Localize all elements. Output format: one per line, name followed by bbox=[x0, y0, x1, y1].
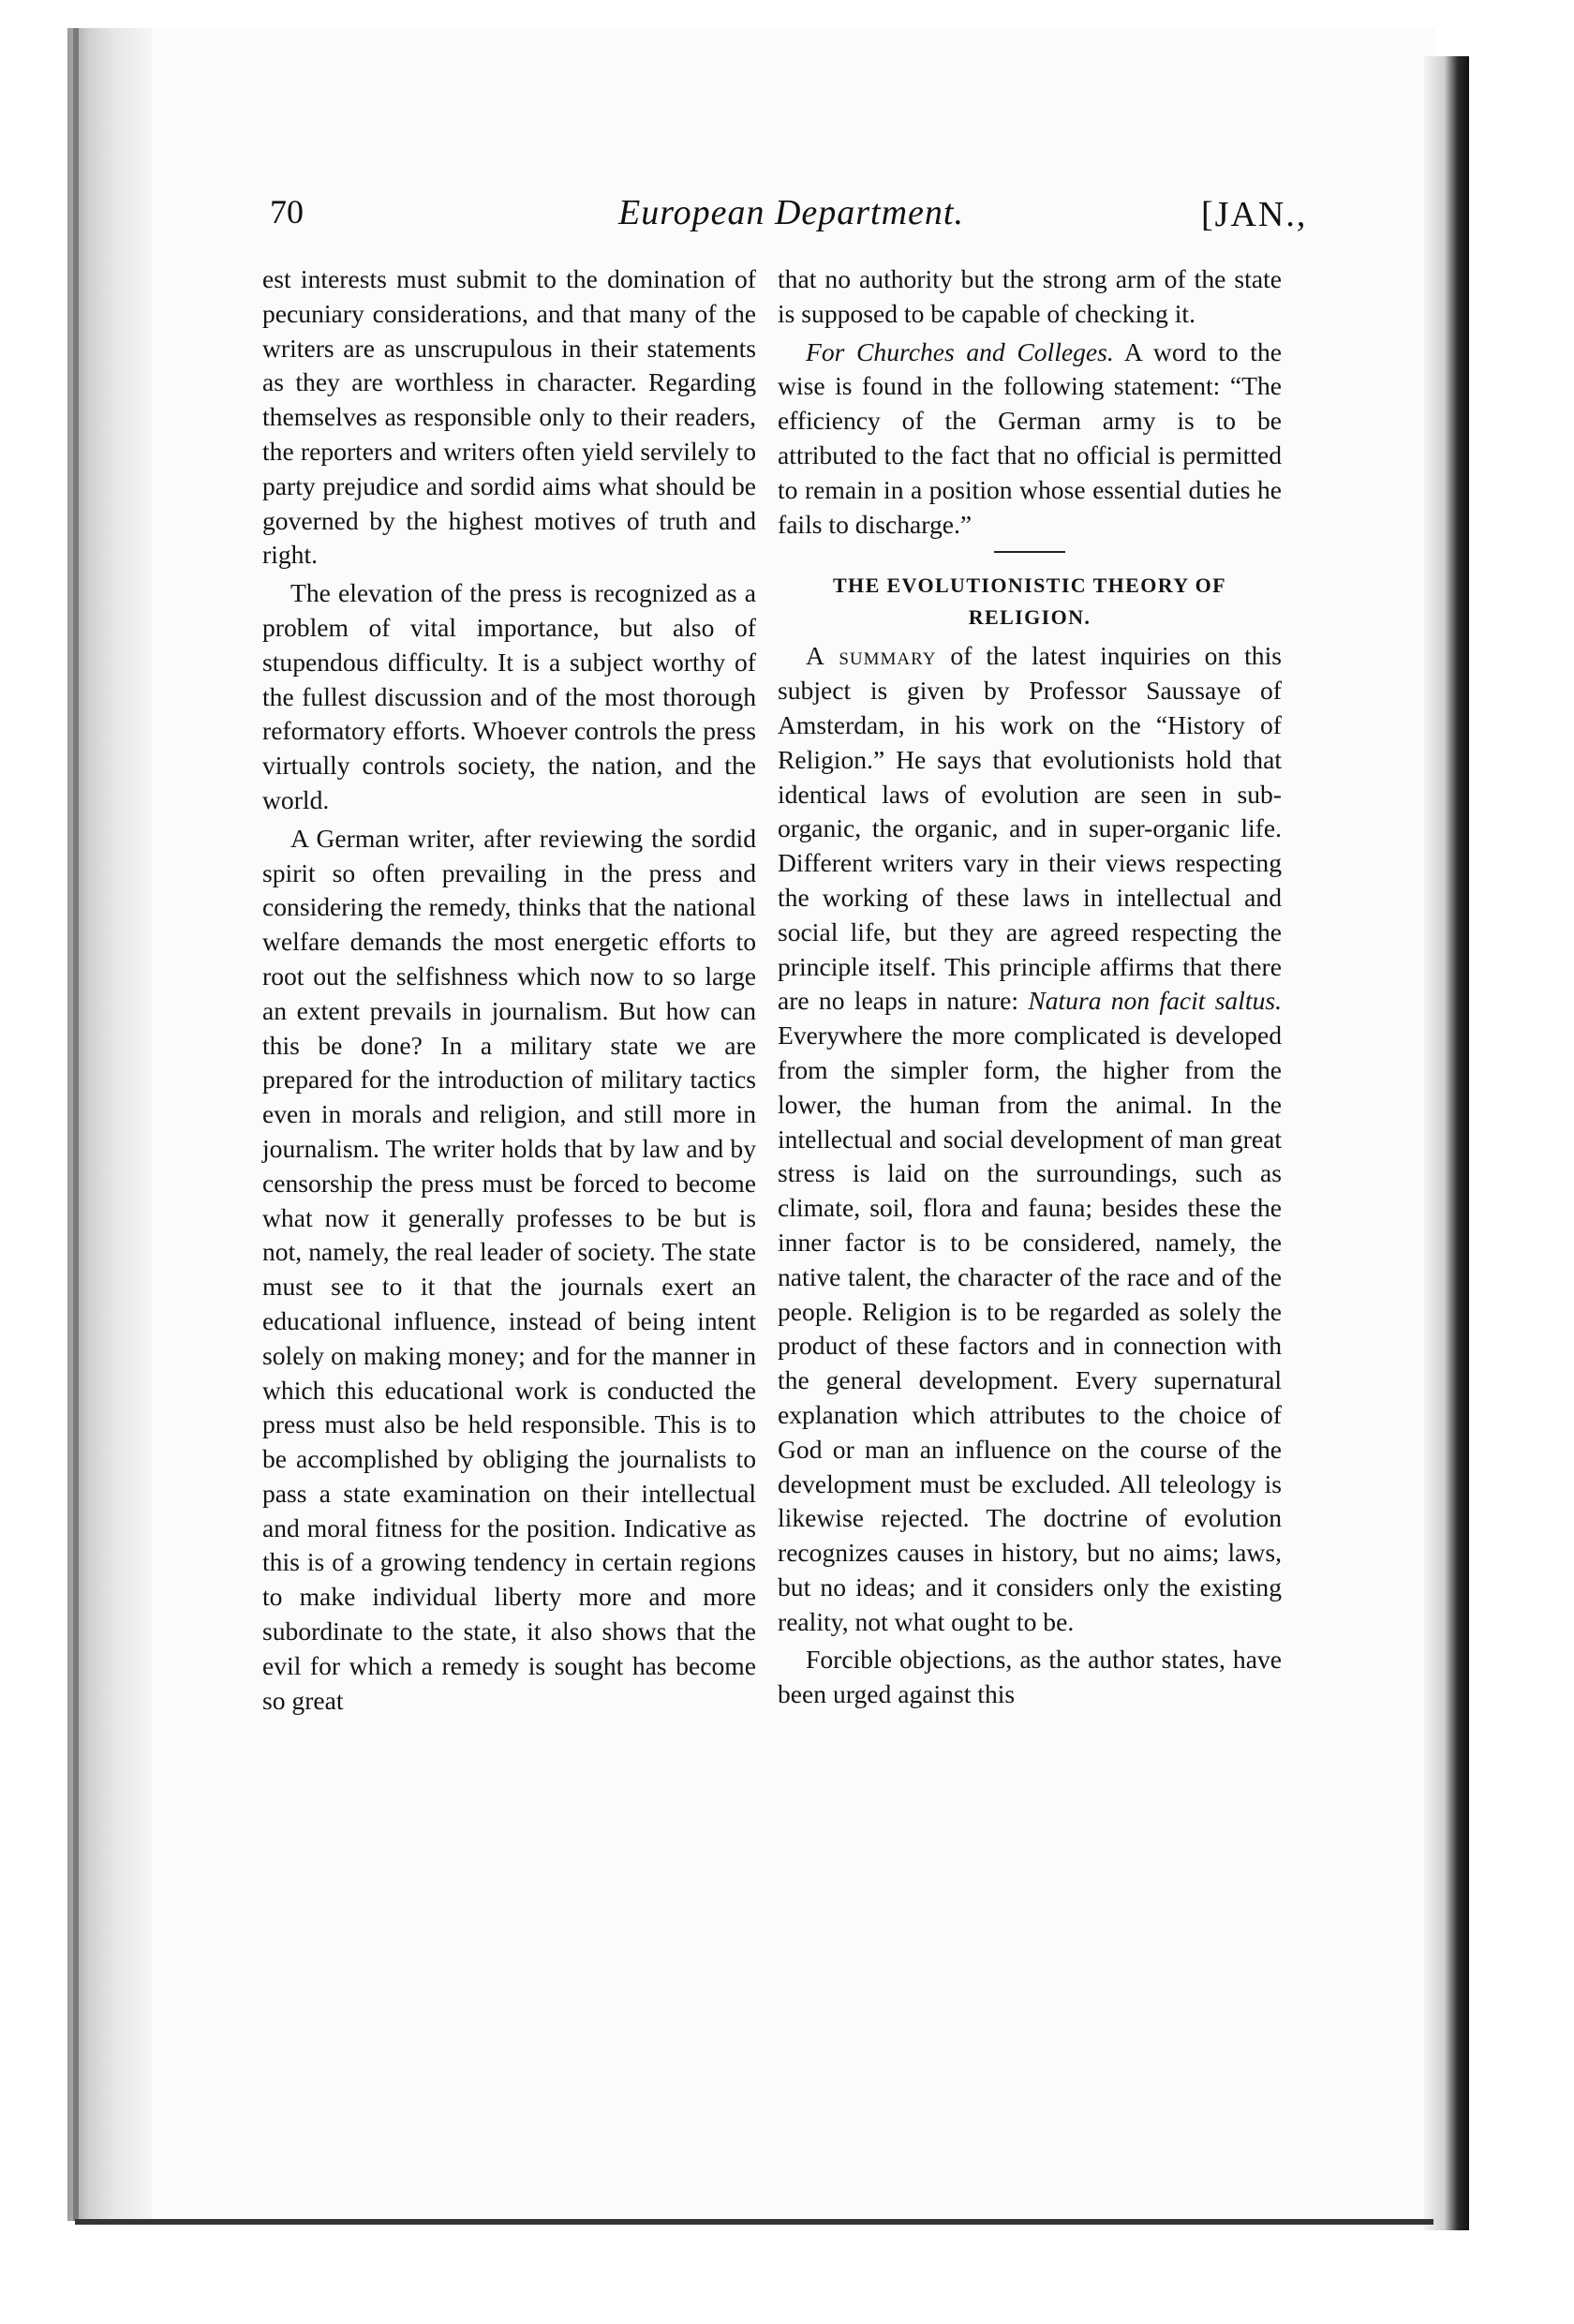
left-column bbox=[262, 262, 756, 1718]
right-paragraph-4: Forcible objections, as the author states, have been urged against this bbox=[778, 1645, 1282, 1709]
right-paragraph-1: that no authority but the strong arm of the state is supposed to be capable of checking it. bbox=[778, 264, 1282, 328]
right-paragraph-2 bbox=[778, 335, 1282, 543]
left-paragraph-3: A German writer, after reviewing the sordid spirit so often prevailing in the press and considering the remedy, thinks that the national welfare demands the most energetic efforts to root out the selfishness which now to so large an extent prevails in journalism. But how can this be done? In a military state we are prepared for the introduction of military tactics even in morals and religion, and still more in journalism. The writer holds that by law and by censorship the press must be forced to become what now it generally professes to be but is not, namely, the real leader of society. The state must see to it that the journals exert an educational influence, instead of being intent solely on making money; and for the manner in which this educational work is conducted the press must also be held responsible. This is to be accomplished by obliging the journalists to pass a state examination on their intellectual and moral fitness for the position. Indicative as this is of a growing tendency in certain regions to make individual liberty more and more subordinate to the state, it also shows that the evil for which a remedy is sought has become so great bbox=[262, 823, 756, 1715]
left-paragraph-1: est interests must submit to the domination of pecuniary considerations, and that many of the writers are as unscrupulous in their statements as they are worthless in character. Regarding themselves as responsible only to their readers, the reporters and writers often yield servilely to party prejudice and sordid aims what should be governed by the highest motives of truth and right. bbox=[262, 264, 756, 570]
right-page-edge bbox=[1424, 56, 1469, 2230]
right-column bbox=[778, 262, 1282, 1712]
left-paragraph-2: The elevation of the press is recognized as a problem of vital importance, but also of stupendous difficulty. It is a subject worthy of the fullest discussion and of the most thorough reformatory efforts. Whoever controls the press virtually controls society, the nation, and the world. bbox=[262, 578, 756, 814]
right-paragraph-3 bbox=[778, 639, 1282, 1639]
running-title: European Department. bbox=[618, 193, 964, 232]
bottom-page-edge bbox=[75, 2219, 1433, 2225]
paragraph-body-continued: Everywhere the more complicated is developed from the simpler form, the higher from the lower, the human from the animal. In the intellectual and social development of man great stress is laid on the surroundings, such as climate, soil, flora and fauna; besides these the inner factor is to be considered, namely, the native talent, the character of the race and of the people. Religion is to be regarded as solely the product of these factors and in connection with the general development. Every supernatural explanation which attributes to the choice of God or man an influence on the course of the development must be excluded. All teleology is likewise rejected. The doctrine of evolution recognizes causes in history, but no aims; laws, but no ideas; and it considers only the existing reality, not what ought to be. bbox=[778, 1020, 1282, 1636]
section-heading: THE EVOLUTIONISTIC THEORY OF RELIGION. bbox=[832, 574, 1227, 630]
paragraph-lead-italic: For Churches and Colleges. bbox=[806, 336, 1114, 366]
latin-phrase: Natura non facit saltus. bbox=[1028, 986, 1282, 1016]
header-month: [JAN., bbox=[1201, 195, 1308, 234]
section-divider bbox=[994, 551, 1065, 553]
running-header bbox=[0, 192, 1574, 248]
page-number: 70 bbox=[270, 193, 304, 231]
paragraph-lead-smallcaps: A summary bbox=[806, 641, 937, 671]
paragraph-body: A word to the wise is found in the following statement: “The efficiency of the German army is to be attributed to the fact that no official is permitted to remain in a position whose essential duties he fails to discharge.” bbox=[778, 336, 1282, 539]
book-spine-shadow bbox=[67, 28, 152, 2221]
paragraph-body: of the latest inquiries on this subject is given by Professor Saussaye of Amsterdam, in his work on the “History of Religion.” He says that evolutionists hold that identical laws of evolution are seen in sub-organic, the organic, and in super-organic life. Different writers vary in their views respecting the working of these laws in intellectual and social life, but they are agreed respecting the principle itself. This principle affirms that there are no leaps in nature: bbox=[778, 641, 1282, 1016]
book-spine-edge bbox=[73, 28, 79, 2221]
